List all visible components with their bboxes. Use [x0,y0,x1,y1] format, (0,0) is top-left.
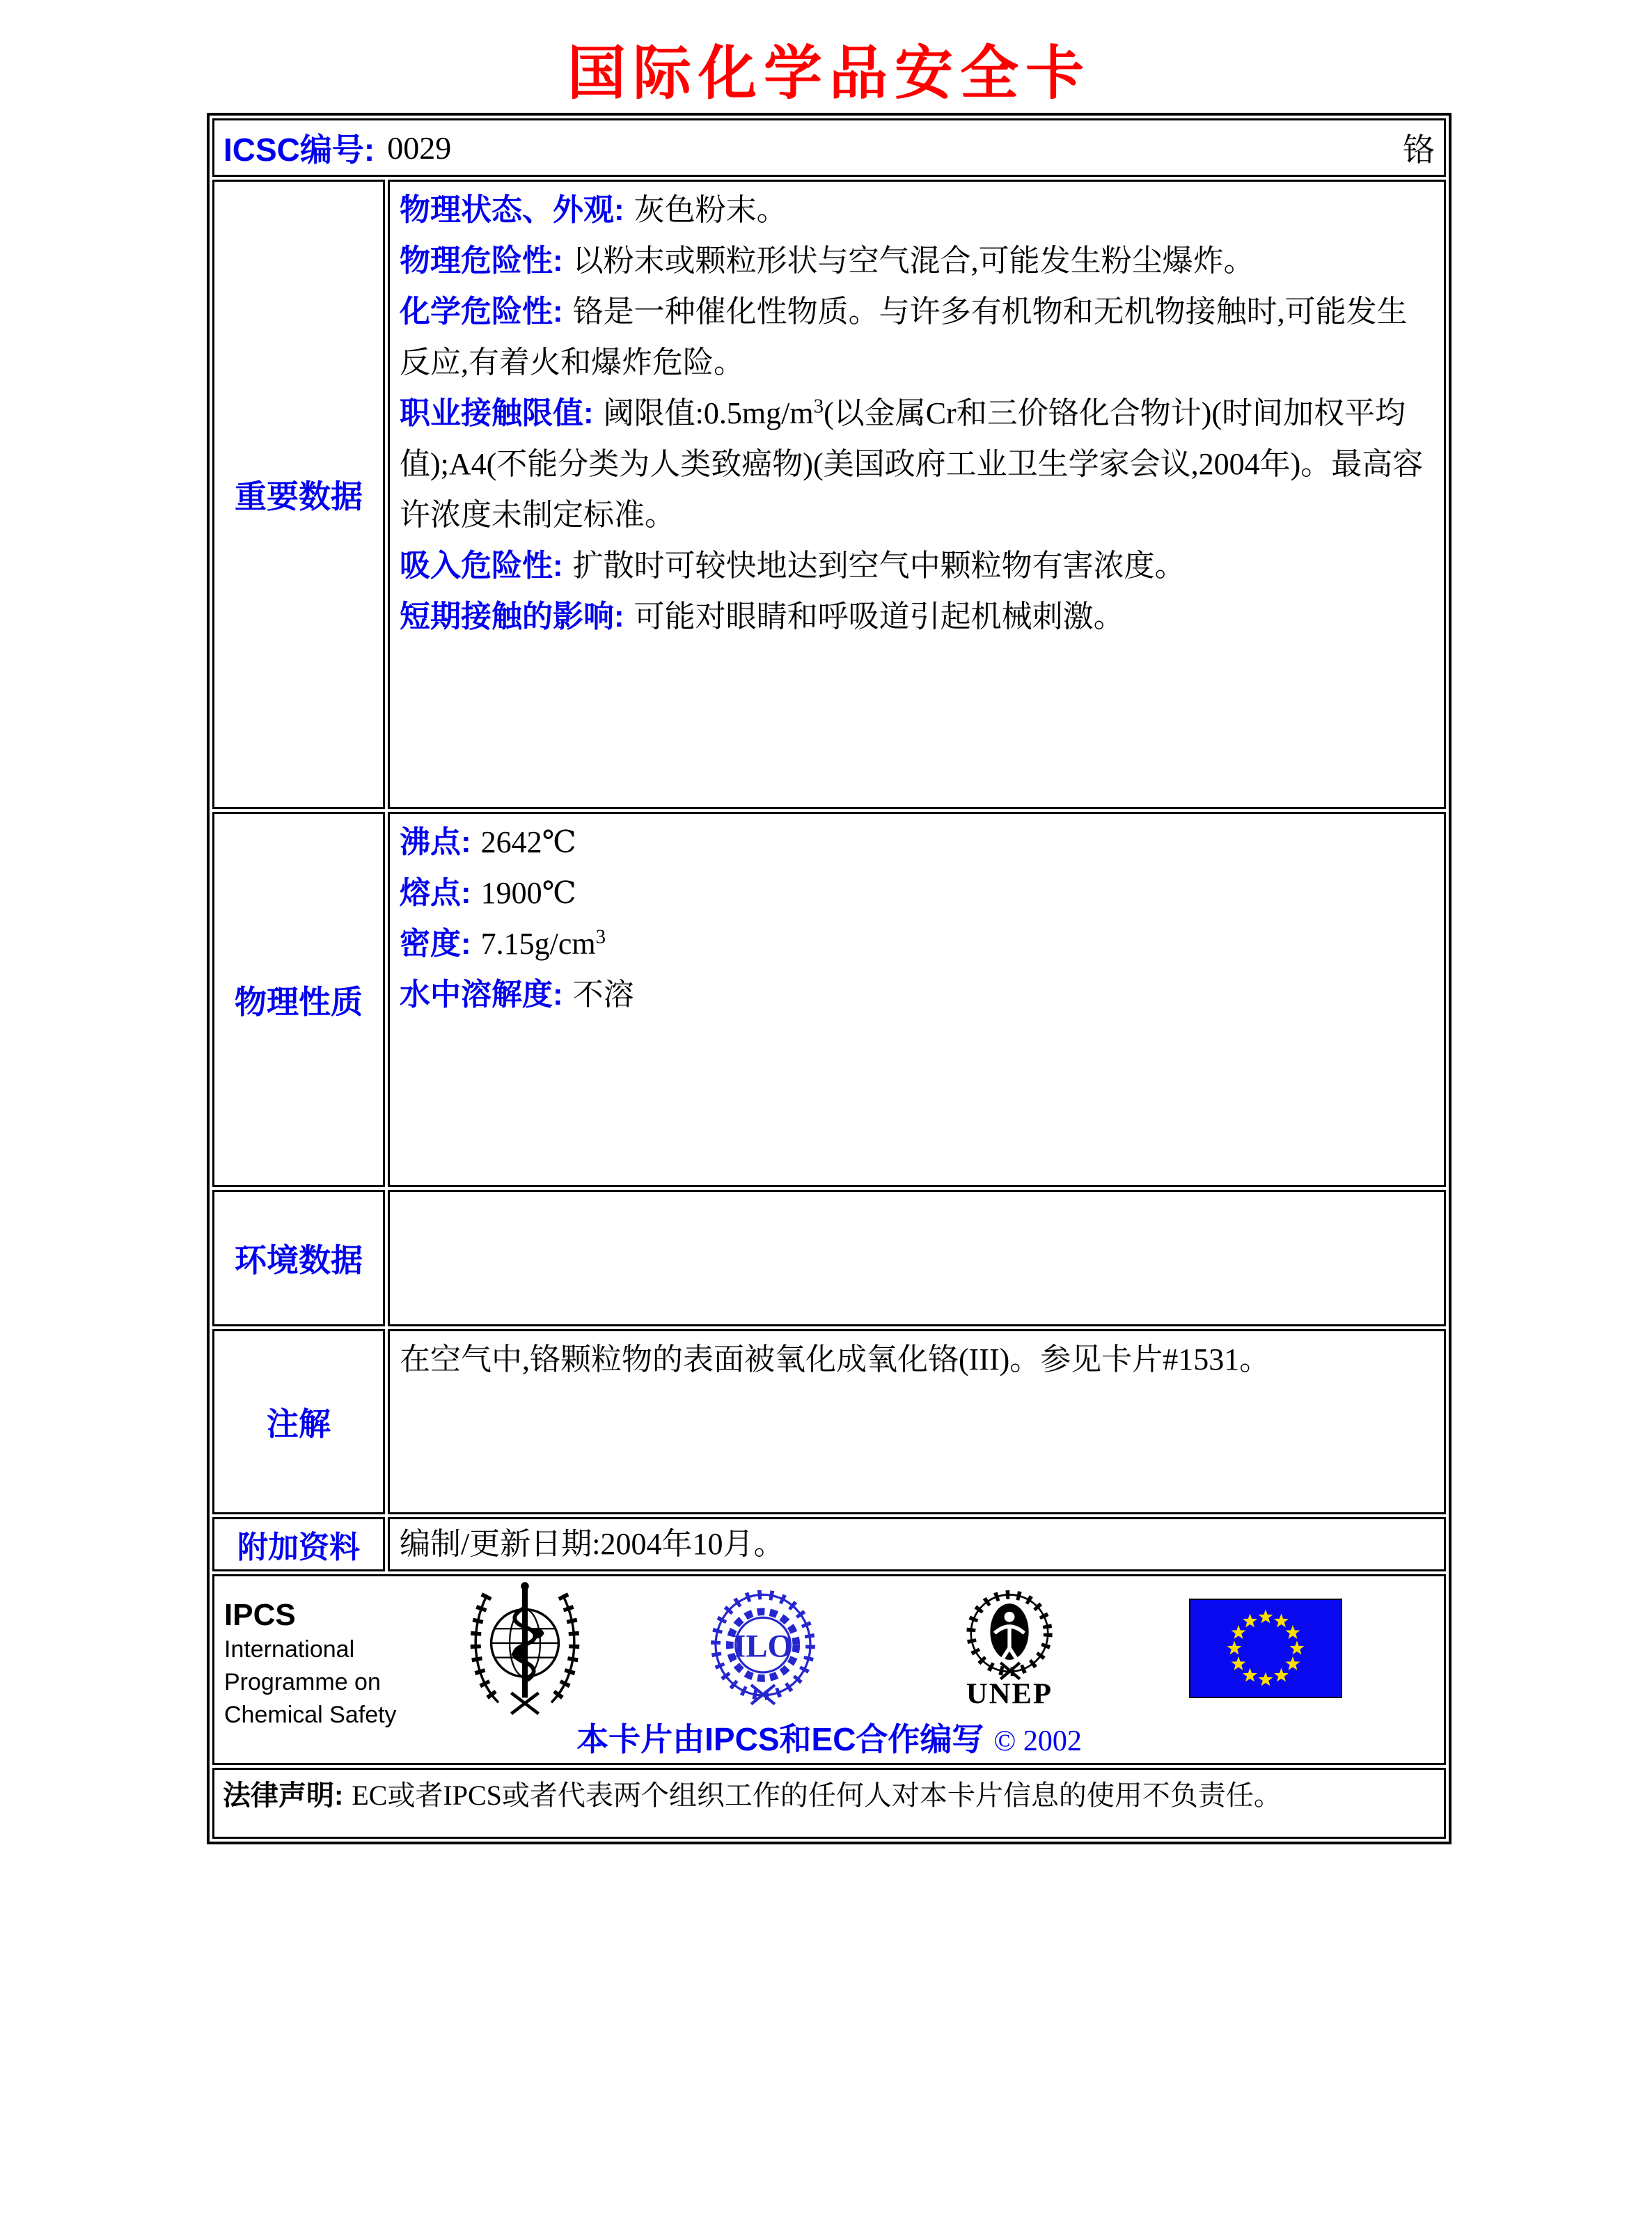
legal-label: 法律声明: [223,1780,344,1811]
field-value: 可能对眼睛和呼吸道引起机械刺激。 [634,599,1124,634]
field-value: 铬是一种催化性物质。与许多有机物和无机物接触时,可能发生反应,有着火和爆炸危险。 [400,295,1408,379]
superscript: 3 [595,925,606,948]
field-value: 7.15g/cm [480,927,596,961]
header-row [212,118,1446,177]
field-density [400,918,1431,969]
unep-logo-text: UNEP [966,1677,1053,1709]
field-label: 职业接触限值: [400,396,594,430]
header-cell [212,118,1446,177]
ipcs-text-block [224,1597,397,1732]
field-label: 吸入危险性: [400,549,563,583]
field-melting-point [400,868,1431,918]
ipcs-title: IPCS [224,1598,296,1632]
notes-content [388,1329,1446,1514]
additional-info-content: 编制/更新日期:2004年10月。 [388,1517,1446,1571]
field-label: 沸点: [400,825,471,859]
ilo-logo-icon [702,1590,824,1709]
field-label: 短期接触的影响: [400,599,624,634]
field-label: 物理危险性: [400,244,563,278]
field-value: (以金属Cr和三价铬化合物计)(时间加权平均值);A4(不能分类为人类致癌物)(美国政府工业卫生学家会议,2004年)。最高容许浓度未制定标准。 [400,396,1424,532]
field-label: 熔点: [400,876,471,910]
field-label: 密度: [400,927,471,961]
important-data-row [212,180,1446,809]
legal-cell [212,1768,1446,1839]
field-boiling-point [400,817,1431,868]
icsc-number-value: 0029 [387,130,452,166]
superscript: 3 [813,395,824,418]
environmental-data-content [388,1190,1446,1326]
field-value: 2642℃ [480,825,576,859]
legal-row [212,1768,1446,1839]
field-value: 阈限值:0.5mg/m [603,396,814,430]
field-label: 水中溶解度: [400,978,563,1012]
field-physical-state [400,185,1431,235]
field-value: 1900℃ [480,876,576,910]
ilo-logo-text: ILO [733,1628,793,1665]
ipcs-line: International [224,1636,355,1663]
section-label-additional-info: 附加资料 [212,1517,385,1571]
copyright-text: © 2002 [993,1725,1082,1757]
field-value: 灰色粉末。 [634,193,787,227]
page-title: 国际化学品安全卡 [567,38,1091,107]
section-label-important-data: 重要数据 [212,180,385,809]
field-value: 不溶 [572,978,634,1012]
environmental-data-row [212,1190,1446,1326]
field-value: 以粉末或颗粒形状与空气混合,可能发生粉尘爆炸。 [572,244,1254,278]
legal-text: EC或者IPCS或者代表两个组织工作的任何人对本卡片信息的使用不负责任。 [352,1780,1282,1811]
field-chemical-danger [400,286,1431,388]
field-inhalation-risk [400,540,1431,591]
unep-logo-icon [948,1590,1071,1709]
field-value: 扩散时可较快地达到空气中颗粒物有害浓度。 [572,549,1186,583]
additional-info-row [212,1517,1446,1571]
icsc-card-table [207,113,1452,1844]
field-physical-danger [400,235,1431,286]
field-label: 物理状态、外观: [400,193,624,227]
physical-properties-row [212,812,1446,1187]
physical-properties-content [388,812,1446,1187]
notes-text: 在空气中,铬颗粒物的表面被氧化成氧化铬(III)。参见卡片#1531。 [400,1342,1271,1376]
footer-row [212,1574,1446,1765]
ipcs-line: Chemical Safety [224,1702,397,1728]
important-data-content [388,180,1446,809]
section-label-physical-properties: 物理性质 [212,812,385,1187]
footer-caption [214,1714,1444,1760]
ipcs-line: Programme on [224,1669,381,1695]
field-label: 化学危险性: [400,295,563,329]
section-label-notes: 注解 [212,1329,385,1514]
who-logo-icon [464,1580,586,1717]
chemical-name: 铬 [1403,132,1435,168]
eu-flag-icon [1189,1599,1342,1698]
notes-row [212,1329,1446,1514]
caption-text: 本卡片由IPCS和EC合作编写 [576,1721,984,1757]
field-water-solubility [400,969,1431,1020]
field-short-term-effects [400,591,1431,642]
icsc-number-label: ICSC编号: [223,132,375,168]
section-label-environmental-data: 环境数据 [212,1190,385,1326]
footer-cell [212,1574,1446,1765]
field-occupational-exposure-limit [400,388,1431,540]
footer-logos [214,1576,1444,1763]
icsc-number-group [223,125,451,171]
